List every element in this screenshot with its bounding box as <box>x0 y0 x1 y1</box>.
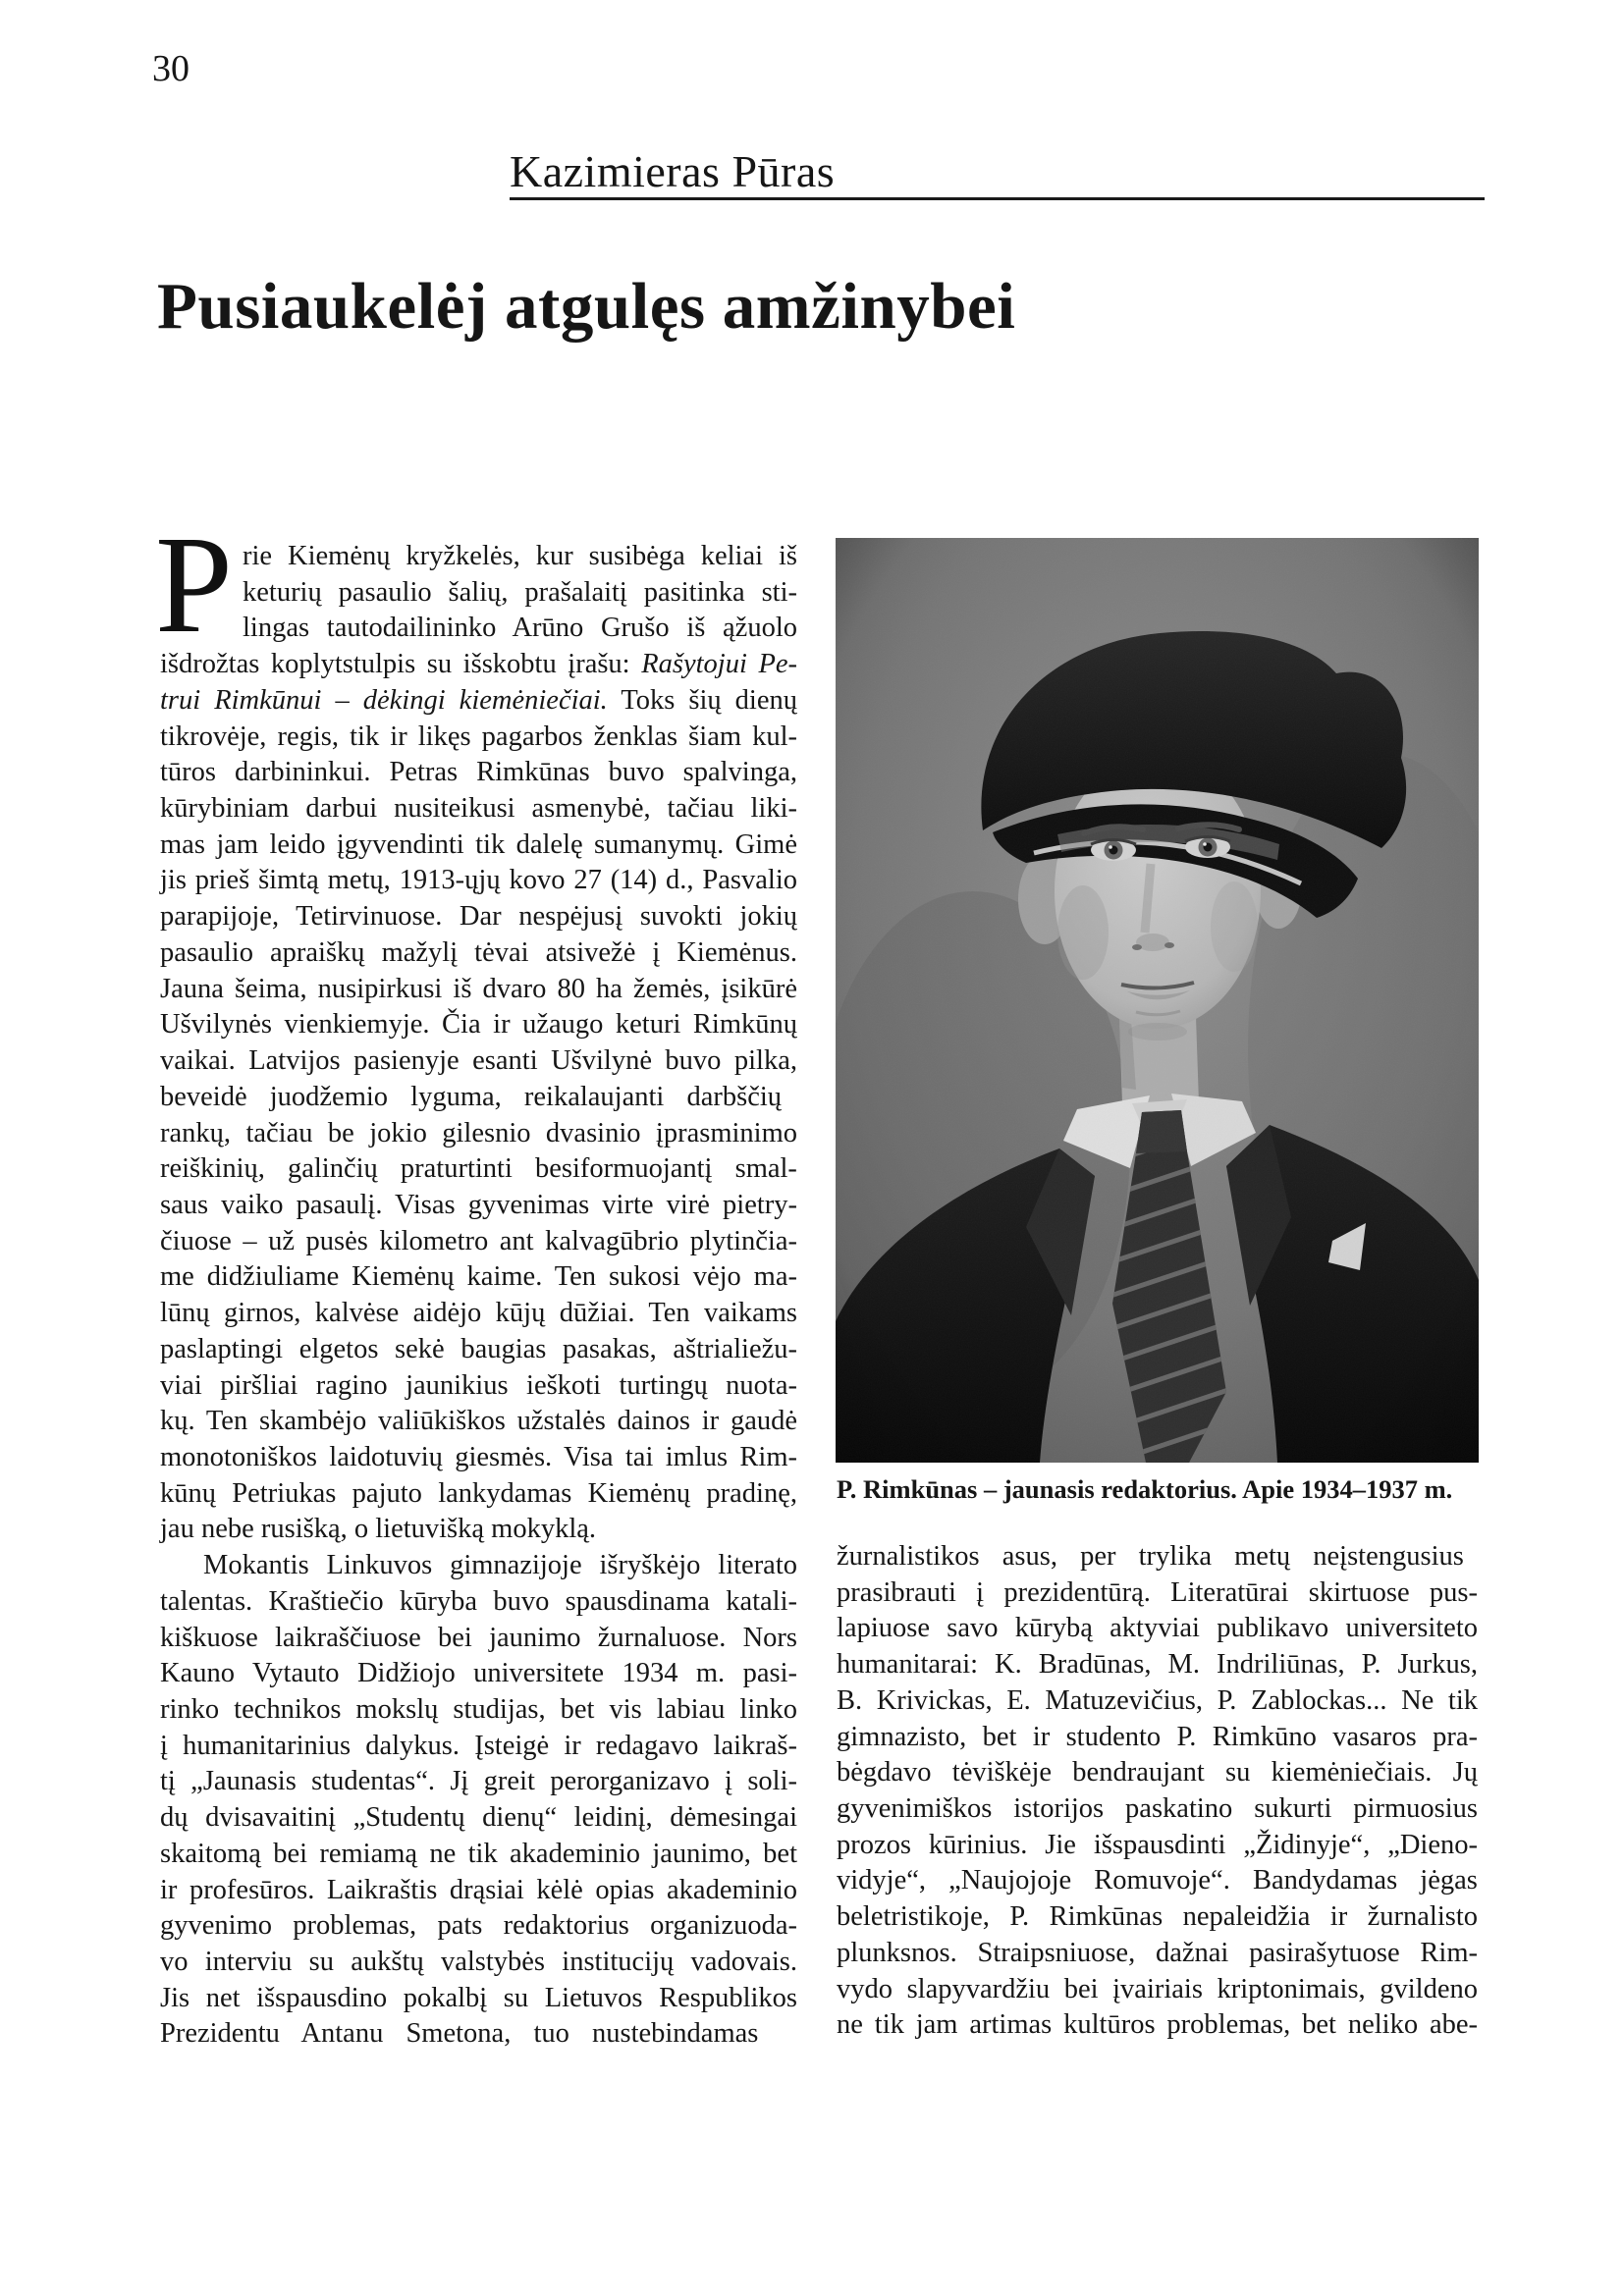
text-line: Jis net išspausdino pokalbį su Lietuvos Respublikos <box>160 1982 797 2013</box>
text-line: Jauna šeima, nusipirkusi iš dvaro 80 ha žemės, įsikūrė <box>160 973 797 1004</box>
text-line: prozos kūrinius. Jie išspausdinti „Židinyje“, „Dieno- <box>837 1829 1478 1860</box>
text-line: viai piršliai ragino jaunikius ieškoti turtingų nuota- <box>160 1369 797 1401</box>
running-header-rule <box>510 197 1485 200</box>
text-line: vydo slapyvardžiu bei įvairiais kriptonimais, gvildeno <box>837 1973 1478 2004</box>
text-line: rankų, tačiau be jokio gilesnio dvasinio įprasminimo <box>160 1117 797 1148</box>
portrait-photo <box>836 538 1479 1463</box>
page-number: 30 <box>152 48 189 89</box>
text-line: į humanitarinius dalykus. Įsteigė ir redagavo laikraš- <box>160 1730 797 1761</box>
photo-caption-text: P. Rimkūnas – jaunasis redaktorius. Apie 1934–1937 m. <box>837 1474 1453 1504</box>
text-line: gyvenimiškos istorijos paskatino sukurti pirmuosius <box>837 1793 1478 1825</box>
text-line: me didžiuliame Kiemėnų kaime. Ten sukosi vėjo ma- <box>160 1261 797 1293</box>
text-line: vaikai. Latvijos pasienyje esanti Ušvilynė buvo pilka, <box>160 1045 797 1077</box>
text-line: kūrybiniam darbui nusiteikusi asmenybė, tačiau liki- <box>160 793 797 825</box>
text-line: išdrožtas koplytstulpis su išskobtu įrašu: Rašytojui Pe- <box>160 649 797 680</box>
text-line: humanitarai: K. Bradūnas, M. Indriliūnas, P. Jurkus, <box>837 1649 1478 1681</box>
portrait-photo-svg <box>836 538 1479 1463</box>
text-line: jis prieš šimtą metų, 1913-ųjų kovo 27 (14) d., Pasvalio <box>160 865 797 896</box>
text-line: vo interviu su aukštų valstybės institucijų vadovais. <box>160 1947 797 1978</box>
text-line: reiškinių, galinčių praturtinti besiformuojantį smal- <box>160 1153 797 1185</box>
photo-caption <box>837 1474 1478 1505</box>
text-line: monotoniškos laidotuvių giesmės. Visa tai imlus Rim- <box>160 1441 797 1472</box>
text-line: ir profesūros. Laikraštis drąsiai kėlė opias akademinio <box>160 1874 797 1905</box>
right-text-column <box>837 1539 1478 2044</box>
text-line: žurnalistikos asus, per trylika metų neįstengusius <box>837 1541 1464 1572</box>
text-line: prasibrauti į prezidentūrą. Literatūrai skirtuose pus- <box>837 1576 1478 1608</box>
text-line: lapiuose savo kūrybą aktyviai publikavo universiteto <box>837 1613 1478 1644</box>
text-line: tį „Jaunasis studentas“. Jį greit perorganizavo į soli- <box>160 1766 797 1797</box>
text-line: rie Kiemėnų kryžkelės, kur susibėga keliai iš <box>243 541 797 571</box>
text-line: skaitomą bei remiamą ne tik akademinio jaunimo, bet <box>160 1838 797 1869</box>
text-line: B. Krivickas, E. Matuzevičius, P. Zablockas... Ne tik <box>837 1684 1478 1716</box>
text-line: vidyje“, „Naujojoje Romuvoje“. Bandydamas jėgas <box>837 1865 1478 1896</box>
text-line: Kauno Vytauto Didžiojo universitete 1934 m. pasi- <box>160 1658 797 1689</box>
text-line: rinko technikos mokslų studijas, bet vis labiau linko <box>160 1694 797 1725</box>
text-line: saus vaiko pasaulį. Visas gyvenimas virte virė pietry- <box>160 1189 797 1220</box>
text-line: Prezidentu Antanu Smetona, tuo nustebindamas <box>160 2018 759 2050</box>
text-line: beveidė juodžemio lyguma, reikalaujanti darbščių <box>160 1081 783 1112</box>
text-line: kiškuose laikraščiuose bei jaunimo žurnaluose. Nors <box>160 1622 797 1653</box>
text-line: ne tik jam artimas kultūros problemas, bet neliko abe- <box>837 2009 1478 2041</box>
left-text-column <box>160 539 797 2053</box>
text-line: kų. Ten skambėjo valiūkiškos užstalės dainos ir gaudė <box>160 1406 797 1437</box>
text-line: tūros darbininkui. Petras Rimkūnas buvo spalvinga, <box>160 757 797 788</box>
text-line: beletristikoje, P. Rimkūnas nepaleidžia ir žurnalisto <box>837 1901 1478 1933</box>
text-line: paslaptingi elgetos sekė baugias pasakas, aštrialiežu- <box>160 1333 797 1364</box>
text-line: čiuose – už pusės kilometro ant kalvagūbrio plytinčia- <box>160 1225 797 1256</box>
text-line: Ušvilynės vienkiemyje. Čia ir užaugo keturi Rimkūnų <box>160 1009 797 1041</box>
text-line: kūnų Petriukas pajuto lankydamas Kiemėnų pradinę, <box>160 1477 797 1509</box>
text-line: dų dvisavaitinį „Studentų dienų“ leidinį, dėmesingai <box>160 1802 797 1834</box>
text-line: gimnazisto, bet ir studento P. Rimkūno vasaros pra- <box>837 1721 1478 1752</box>
text-line: Mokantis Linkuvos gimnazijoje išryškėjo literato <box>203 1550 797 1581</box>
article-title: Pusiaukelėj atgulęs amžinybei <box>157 270 1016 343</box>
text-line: mas jam leido įgyvendinti tik dalelę sumanymų. Gimė <box>160 828 797 860</box>
text-line: gyvenimo problemas, pats redaktorius organizuoda- <box>160 1910 797 1942</box>
text-line: trui Rimkūnui – dėkingi kiemėniečiai. Toks šių dienų <box>160 684 797 716</box>
text-line: keturių pasaulio šalių, prašalaitį pasitinka sti- <box>243 576 797 608</box>
running-header: Kazimieras Pūras <box>510 146 836 196</box>
text-line: pasaulio apraiškų mažylį tėvai atsivežė į Kiemėnus. <box>160 936 797 968</box>
text-line: lingas tautodailininko Arūno Grušo iš ąžuolo <box>243 613 797 644</box>
text-line: jau nebe rusišką, o lietuvišką mokyklą. <box>160 1514 597 1545</box>
text-line: bėgdavo tėviškėje bendraujant su kiemėniečiais. Jų <box>837 1757 1478 1789</box>
text-line: plunksnos. Straipsniuose, dažnai pasirašytuose Rim- <box>837 1937 1478 1968</box>
text-line: parapijoje, Tetirvinuose. Dar nespėjusį suvokti jokių <box>160 901 797 933</box>
text-line: lūnų girnos, kalvėse aidėjo kūjų dūžiai. Ten vaikams <box>160 1298 797 1329</box>
text-line: tikrovėje, regis, tik ir likęs pagarbos ženklas šiam kul- <box>160 721 797 752</box>
text-line: talentas. Kraštiečio kūryba buvo spausdinama katali- <box>160 1585 797 1617</box>
drop-cap: P <box>155 507 233 662</box>
